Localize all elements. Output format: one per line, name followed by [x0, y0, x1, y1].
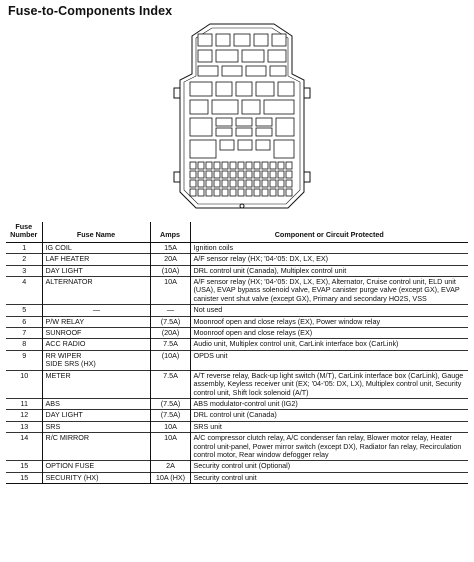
- component-cell: DRL control unit (Canada), Multiplex control unit: [190, 265, 468, 276]
- fuse-slot: [206, 189, 212, 196]
- fuse-table: [6, 222, 468, 484]
- fuse-slot: [238, 189, 244, 196]
- table-row: [6, 339, 468, 350]
- fuse-slot: [230, 162, 236, 169]
- amps-cell: 2A: [150, 461, 190, 472]
- fuse-slot: [206, 180, 212, 187]
- fuse-slot: [256, 140, 270, 150]
- fuse-number-cell: 3: [6, 265, 42, 276]
- fuse-slot: [190, 118, 212, 136]
- table-row: [6, 242, 468, 253]
- fuse-slot: [238, 180, 244, 187]
- component-cell: A/C compressor clutch relay, A/C condenser fan relay, Blower motor relay, Heater control unit-panel, Power mirror switch (except DX), Radiator fan relay, Recirculation control motor, Rear window defogger relay: [190, 433, 468, 461]
- fuse-slot: [206, 171, 212, 178]
- amps-cell: 10A: [150, 421, 190, 432]
- fuse-slot: [242, 50, 264, 62]
- fuse-slot: [198, 162, 204, 169]
- fuse-slot: [278, 82, 294, 96]
- fuse-slot: [238, 162, 244, 169]
- fuse-slot: [262, 180, 268, 187]
- table-row: [6, 316, 468, 327]
- fuse-slot: [214, 171, 220, 178]
- fuse-name-cell: METER: [42, 370, 150, 398]
- amps-cell: (7.5A): [150, 316, 190, 327]
- fuse-slot: [254, 180, 260, 187]
- fuse-slot: [286, 171, 292, 178]
- fuse-slot: [262, 171, 268, 178]
- fuse-slot: [272, 34, 286, 46]
- fuse-slot: [270, 66, 286, 76]
- fuse-slot: [270, 162, 276, 169]
- fuse-slot: [198, 189, 204, 196]
- amps-cell: (10A): [150, 265, 190, 276]
- fuse-name-cell: OPTION FUSE: [42, 461, 150, 472]
- fuse-slot: [278, 171, 284, 178]
- fuse-slot: [198, 34, 212, 46]
- fuse-number-cell: 2: [6, 254, 42, 265]
- fuse-name-cell: —: [42, 305, 150, 316]
- fuse-slot: [222, 171, 228, 178]
- table-row: [6, 398, 468, 409]
- fuse-slot: [238, 171, 244, 178]
- fuse-slot: [256, 82, 274, 96]
- fuse-slot: [238, 140, 252, 150]
- fuse-slot: [230, 180, 236, 187]
- fuse-name-cell: ACC RADIO: [42, 339, 150, 350]
- fuse-slot: [254, 171, 260, 178]
- table-row: [6, 328, 468, 339]
- table-row: [6, 421, 468, 432]
- fuse-slot: [276, 118, 294, 136]
- fuse-slot: [214, 180, 220, 187]
- fuse-slot: [278, 189, 284, 196]
- amps-cell: 10A (HX): [150, 472, 190, 483]
- fuse-slot: [246, 180, 252, 187]
- fuse-slot: [198, 66, 218, 76]
- amps-cell: 20A: [150, 254, 190, 265]
- component-cell: Moonroof open and close relays (EX): [190, 328, 468, 339]
- fuse-number-cell: 6: [6, 316, 42, 327]
- table-row: [6, 254, 468, 265]
- fuse-slot: [216, 82, 232, 96]
- fuse-slot: [216, 50, 238, 62]
- fuse-slot: [286, 162, 292, 169]
- component-cell: Security control unit: [190, 472, 468, 483]
- fuse-slot: [236, 118, 252, 126]
- fuse-number-cell: 4: [6, 277, 42, 305]
- fuse-slot: [286, 189, 292, 196]
- fuse-slot: [214, 162, 220, 169]
- fuse-slot: [222, 189, 228, 196]
- fuse-slot: [198, 171, 204, 178]
- component-cell: Security control unit (Optional): [190, 461, 468, 472]
- fuse-name-cell: ALTERNATOR: [42, 277, 150, 305]
- fuse-slot: [190, 140, 216, 158]
- header-amps: Amps: [150, 222, 190, 242]
- fuse-slot: [270, 189, 276, 196]
- fuse-slot: [262, 162, 268, 169]
- fuse-name-cell: R/C MIRROR: [42, 433, 150, 461]
- amps-cell: 7.5A: [150, 339, 190, 350]
- table-row: [6, 410, 468, 421]
- component-cell: OPDS unit: [190, 350, 468, 370]
- fuse-slot: [262, 189, 268, 196]
- fuse-slot: [270, 171, 276, 178]
- fuse-number-cell: 9: [6, 350, 42, 370]
- fuse-slot: [246, 171, 252, 178]
- fuse-slot: [190, 100, 208, 114]
- fuse-slot: [256, 118, 272, 126]
- fuse-slot: [254, 34, 268, 46]
- fuse-slot: [198, 50, 212, 62]
- fuse-name-cell: SECURITY (HX): [42, 472, 150, 483]
- fuse-slot: [230, 171, 236, 178]
- fuse-name-cell: ABS: [42, 398, 150, 409]
- fuse-number-cell: 5: [6, 305, 42, 316]
- fuse-slot: [278, 162, 284, 169]
- fuse-box-diagram: [172, 22, 312, 212]
- fuse-slot: [190, 189, 196, 196]
- table-row: [6, 265, 468, 276]
- amps-cell: (10A): [150, 350, 190, 370]
- fuse-slot: [246, 66, 266, 76]
- fuse-name-cell: P/W RELAY: [42, 316, 150, 327]
- amps-cell: (20A): [150, 328, 190, 339]
- fuse-number-cell: 7: [6, 328, 42, 339]
- amps-cell: —: [150, 305, 190, 316]
- page-title: Fuse-to-Components Index: [8, 4, 173, 18]
- table-row: [6, 472, 468, 483]
- fuse-slot: [216, 118, 232, 126]
- table-row: [6, 433, 468, 461]
- fuse-slot: [190, 82, 212, 96]
- amps-cell: 10A: [150, 433, 190, 461]
- component-cell: Audio unit, Multiplex control unit, CarLink interface box (CarLink): [190, 339, 468, 350]
- fuse-slot: [214, 189, 220, 196]
- table-row: [6, 370, 468, 398]
- component-cell: ABS modulator-control unit (IG2): [190, 398, 468, 409]
- fuse-slot: [286, 180, 292, 187]
- fuse-number-cell: 10: [6, 370, 42, 398]
- table-row: [6, 350, 468, 370]
- fuse-slot: [254, 162, 260, 169]
- fuse-slot: [206, 162, 212, 169]
- amps-cell: (7.5A): [150, 410, 190, 421]
- fuse-number-cell: 8: [6, 339, 42, 350]
- fuse-slot: [222, 162, 228, 169]
- fuse-number-cell: 12: [6, 410, 42, 421]
- amps-cell: 7.5A: [150, 370, 190, 398]
- component-cell: A/F sensor relay (HX; '04-'05: DX, LX, EX): [190, 254, 468, 265]
- fuse-slot: [216, 128, 232, 136]
- fuse-slot: [246, 189, 252, 196]
- fuse-slot: [274, 140, 294, 158]
- header-fuse-name: Fuse Name: [42, 222, 150, 242]
- component-cell: DRL control unit (Canada): [190, 410, 468, 421]
- fuse-slot: [254, 189, 260, 196]
- fuse-slot: [278, 180, 284, 187]
- table-row: [6, 305, 468, 316]
- fuse-slot: [198, 180, 204, 187]
- amps-cell: 15A: [150, 242, 190, 253]
- amps-cell: (7.5A): [150, 398, 190, 409]
- table-header-row: [6, 222, 468, 242]
- component-cell: SRS unit: [190, 421, 468, 432]
- fuse-name-cell: SRS: [42, 421, 150, 432]
- amps-cell: 10A: [150, 277, 190, 305]
- fuse-name-cell: LAF HEATER: [42, 254, 150, 265]
- fuse-slot: [230, 189, 236, 196]
- component-cell: Moonroof open and close relays (EX), Power window relay: [190, 316, 468, 327]
- fuse-name-cell: SUNROOF: [42, 328, 150, 339]
- component-cell: A/T reverse relay, Back-up light switch (M/T), CarLink interface box (CarLink), Gauge assembly, Keyless receiver unit (EX; '04-'05: DX, LX), Multiplex control unit, Security control unit, Shift lock solenoid (A/T): [190, 370, 468, 398]
- fuse-number-cell: 13: [6, 421, 42, 432]
- component-cell: A/F sensor relay (HX; '04-'05: DX, LX, EX), Alternator, Cruise control unit, ELD unit (USA), EVAP bypass solenoid valve, EVAP canister purge valve (except GX), EVAP canister vent shut valve (except GX), Primary and secondary HO2S, VSS: [190, 277, 468, 305]
- table-row: [6, 461, 468, 472]
- fuse-slot: [212, 100, 238, 114]
- fuse-number-cell: 1: [6, 242, 42, 253]
- fuse-name-cell: DAY LIGHT: [42, 410, 150, 421]
- table-row: [6, 277, 468, 305]
- fuse-slot: [270, 180, 276, 187]
- fuse-slot: [190, 162, 196, 169]
- component-cell: Not used: [190, 305, 468, 316]
- fuse-slot: [236, 128, 252, 136]
- fuse-slot: [222, 66, 242, 76]
- header-fuse-number: Fuse Number: [6, 222, 42, 242]
- fuse-name-cell: RR WIPER SIDE SRS (HX): [42, 350, 150, 370]
- fuse-slot: [222, 180, 228, 187]
- fuse-slot: [236, 82, 252, 96]
- fuse-name-cell: DAY LIGHT: [42, 265, 150, 276]
- fuse-slot: [234, 34, 250, 46]
- component-cell: Ignition coils: [190, 242, 468, 253]
- fuse-number-cell: 14: [6, 433, 42, 461]
- fuse-slot: [190, 171, 196, 178]
- fuse-number-cell: 11: [6, 398, 42, 409]
- fuse-slot: [268, 50, 286, 62]
- fuse-number-cell: 15: [6, 461, 42, 472]
- header-component: Component or Circuit Protected: [190, 222, 468, 242]
- fuse-slot: [264, 100, 294, 114]
- fuse-slot: [216, 34, 230, 46]
- fuse-slot: [242, 100, 260, 114]
- fuse-slot: [246, 162, 252, 169]
- fuse-name-cell: IG COIL: [42, 242, 150, 253]
- fuse-slot: [256, 128, 272, 136]
- fuse-number-cell: 15: [6, 472, 42, 483]
- fuse-slot: [190, 180, 196, 187]
- fuse-slot: [220, 140, 234, 150]
